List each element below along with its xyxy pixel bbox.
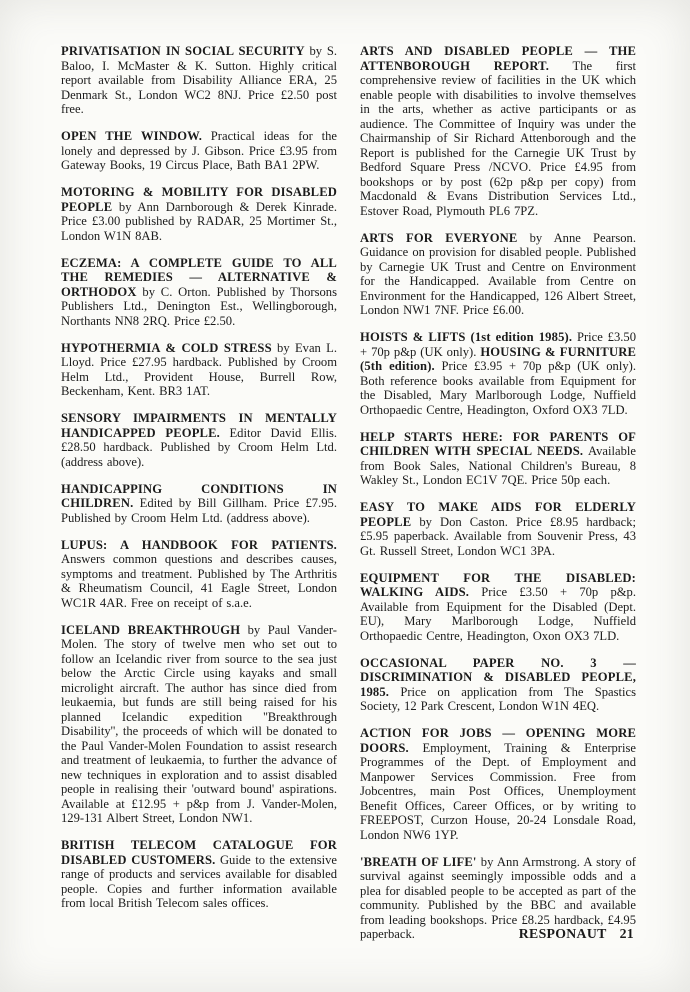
entry-title: EASY TO MAKE AIDS FOR ELDERLY PEOPLE [360, 500, 636, 529]
entry-title: HYPOTHERMIA & COLD STRESS [61, 340, 272, 355]
book-entry [61, 44, 337, 117]
entry-text: Available from Book Sales, National Children's Bureau, 8 Wakley St., London EC1V 7QE. Price 50p each. [360, 444, 636, 487]
entry-text: by C. Orton. Published by Thorsons Publishers Ltd., Denington Est., Wellingborough, Northants NN8 2RQ. Price £2.50. [61, 284, 337, 328]
entry-text: Guide to the extensive range of products and services available for disabled people. Copies and further information available from local British Telecom sales offices. [61, 852, 338, 910]
entry-title: MOTORING & MOBILITY FOR DISABLED PEOPLE [61, 185, 337, 214]
entry-text: by S. Baloo, I. McMaster & K. Sutton. Highly critical report available from Disability Alliance ERA, 25 Denmark St., London WC2 8NJ. Price £2.50 post free. [61, 44, 337, 116]
page-number: 21 [619, 926, 634, 941]
entry-title: HOUSING & FURNITURE (5th edition). [360, 344, 636, 373]
book-entry [61, 838, 337, 911]
book-entry [61, 256, 337, 329]
book-entry [360, 330, 636, 417]
entry-title: OCCASIONAL PAPER NO. 3 — DISCRIMINATION & DISABLED PEOPLE, 1985. [360, 655, 636, 699]
entry-title: LUPUS: A HANDBOOK FOR PATIENTS. [61, 537, 337, 552]
entry-text: by Ann Darnborough & Derek Kinrade. Price £3.00 published by RADAR, 25 Mortimer St., London W1N 8AB. [61, 199, 337, 243]
left-column [61, 44, 337, 954]
entry-text: Employment, Training & Enterprise Programmes of the Dept. of Employment and Manpower Services Commission. Free from Jobcentres, main Post Offices, Unemployment Benefit Offices, Career Offices, or by writing to FREEPOST, Curzon House, 20-24 Lonsdale Road, London NW6 1YP. [360, 740, 636, 842]
entry-text: by Evan L. Lloyd. Price £27.95 hardback. Published by Croom Helm Ltd., Provident House, Burrell Row, Beckenham, Kent. BR3 1AT. [61, 340, 337, 398]
entry-title: ARTS AND DISABLED PEOPLE — THE ATTENBOROUGH REPORT. [360, 44, 636, 73]
entry-title: EQUIPMENT FOR THE DISABLED: WALKING AIDS. [360, 570, 636, 599]
two-column-layout [61, 44, 636, 954]
book-entry [61, 482, 337, 526]
entry-title: SENSORY IMPAIRMENTS IN MENTALLY HANDICAPPED PEOPLE. [61, 411, 337, 440]
entry-title: PRIVATISATION IN SOCIAL SECURITY [61, 44, 305, 58]
entry-title: HELP STARTS HERE: FOR PARENTS OF CHILDREN WITH SPECIAL NEEDS. [360, 429, 636, 458]
entry-text: Practical ideas for the lonely and depressed by J. Gibson. Price £3.95 from Gateway Books, 19 Circus Place, Bath BA1 2PW. [61, 129, 337, 172]
book-entry [61, 538, 337, 611]
entry-text: The first comprehensive review of facilities in the UK which enable people with disabilities to involve themselves in the arts, whether as active participants or as audience. The Committee of Inquiry was under the Chairmanship of Sir Richard Attenborough and the Report is published for the Carnegie UK Trust by Bedford Square Press /NCVO. Price £4.95 from bookshops or by post (62p p&p per copy) from Macdonald & Evans Distribution Services Ltd., Estover Road, Plymouth PL6 7PZ. [360, 58, 636, 218]
entry-text: Price on application from The Spastics Society, 12 Park Crescent, London W1N 4EQ. [360, 684, 636, 713]
entry-title: 'BREATH OF LIFE' [360, 854, 477, 869]
book-entry [61, 185, 337, 243]
book-entry [61, 341, 337, 399]
entry-title: OPEN THE WINDOW. [61, 129, 203, 143]
book-entry [360, 430, 636, 488]
book-entry [61, 623, 337, 826]
book-entry [360, 231, 636, 318]
entry-title: ICELAND BREAKTHROUGH [61, 622, 241, 637]
entry-title: ECZEMA: A COMPLETE GUIDE TO ALL THE REMEDIES — ALTERNATIVE & ORTHODOX [61, 255, 337, 299]
entry-text: Price £3.95 + 70p p&p (UK only). Both reference books available from Equipment for the Disabled, Mary Marlborough Lodge, Nuffield Orthopaedic Centre, Headington, Oxford OX3 7LD. [360, 359, 636, 417]
book-entry [360, 44, 636, 218]
entry-text: by Ann Armstrong. A story of survival against seemingly impossible odds and a plea for disabled people to be accepted as part of the community. Published by the BBC and available from leading bookshops. Price £8.25 hardback, £4.95 paperback. [360, 854, 636, 941]
book-entry [360, 656, 636, 714]
book-entry [61, 129, 337, 173]
entry-title: HOISTS & LIFTS (1st edition 1985). [360, 330, 573, 344]
book-entry [360, 500, 636, 558]
entry-text: by Anne Pearson. Guidance on provision for disabled people. Published by Carnegie UK Trust and Centre on Environment for the Handicapped. Available from Centre on Environment for the Handicapped, 126 Albert Street, London NW1 7NF. Price £6.00. [360, 230, 636, 317]
entry-title: BRITISH TELECOM CATALOGUE FOR DISABLED CUSTOMERS. [61, 838, 337, 867]
entry-title: HANDICAPPING CONDITIONS IN CHILDREN. [61, 481, 337, 510]
entry-text: Editor David Ellis. £28.50 hardback. Published by Croom Helm Ltd. (address above). [61, 425, 337, 469]
book-entry [360, 726, 636, 842]
journal-name: RESPONAUT [518, 926, 607, 941]
entry-text: Answers common questions and describes causes, symptoms and treatment. Published by The Arthritis & Rheumatism Council, 41 Eagle Street, London WC1R 4AR. Free on receipt of s.a.e. [61, 552, 337, 610]
entry-text: by Don Caston. Price £8.95 hardback; £5.95 paperback. Available from Souvenir Press, 43 Gt. Russell Street, London WC1 3PA. [360, 514, 636, 558]
book-entry [360, 571, 636, 644]
page-footer [360, 926, 634, 942]
entry-text: Edited by Bill Gillham. Price £7.95. Published by Croom Helm Ltd. (address above). [61, 496, 337, 525]
right-column [360, 44, 636, 954]
entry-text: by Paul Vander-Molen. The story of twelve men who set out to follow an Icelandic river from source to the sea just below the Arctic Circle using kayaks and small microlight aircraft. The author has since died from leukaemia, but funds are still being raised for his planned Icelandic expedition ''Breakthrough Disability'', the proceeds of which will be donated to the Paul Vander-Molen Foundation to assist research and treatment of leukaemia, to further the advance of new techniques in exploration and to assist disabled people in realising their 'outward bound' aspirations. Available at £12.95 + p&p from J. Vander-Molen, 129-131 Albert Street, London NW1. [61, 622, 337, 825]
book-entry [61, 411, 337, 469]
entry-title: ACTION FOR JOBS — OPENING MORE DOORS. [360, 726, 636, 755]
entry-text: Price £3.50 + 70p p&p. Available from Equipment for the Disabled (Dept. EU), Mary Marlborough Lodge, Nuffield Orthopaedic Centre, Headington, Oxon OX3 7LD. [360, 585, 636, 643]
entry-title: ARTS FOR EVERYONE [360, 230, 518, 245]
entry-text: Price £3.50 + 70p p&p (UK only). [360, 330, 636, 359]
